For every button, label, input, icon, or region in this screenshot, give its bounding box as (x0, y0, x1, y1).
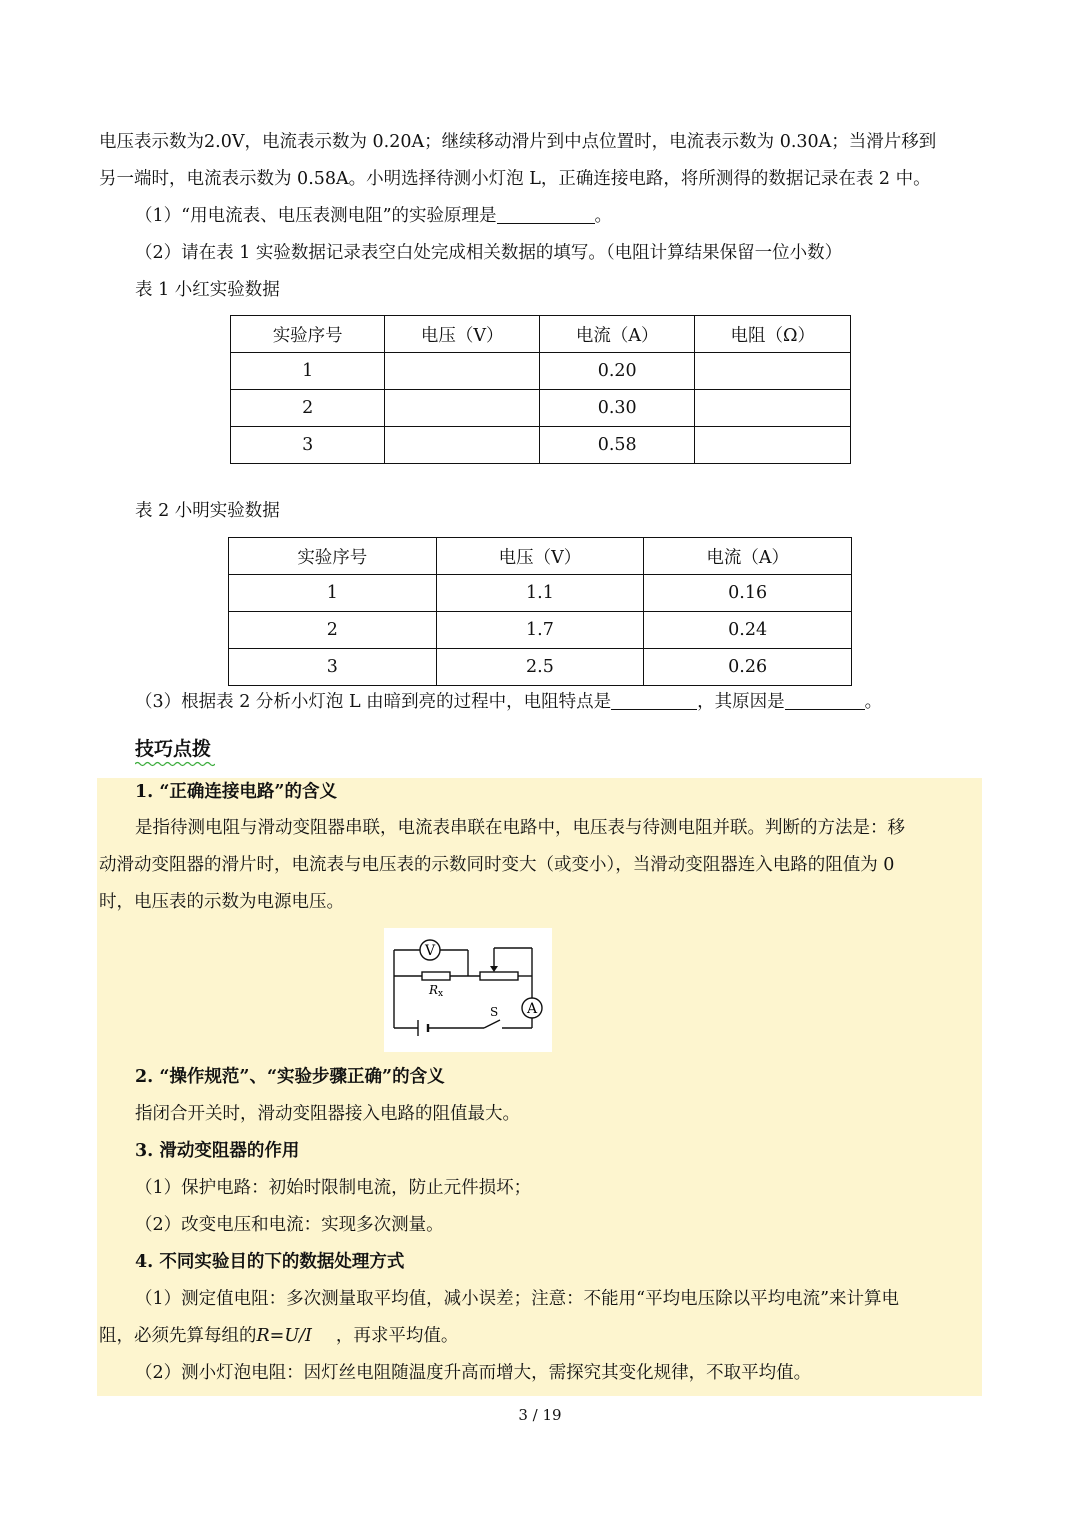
circuit-diagram (384, 928, 552, 1052)
tip-4-title: 4. 不同实验目的下的数据处理方式 (135, 1252, 405, 1272)
table-row (229, 612, 852, 649)
table-cell-blank[interactable] (695, 353, 851, 390)
resistor-label-sub: x (438, 989, 444, 999)
tip-3-title: 3. 滑动变阻器的作用 (135, 1141, 300, 1161)
table-1-header-cell: 电流（A） (539, 316, 695, 353)
table-1 (230, 315, 851, 464)
table-2-header-cell: 电压（V） (436, 538, 644, 575)
tip-4-line-3: （2）测小灯泡电阻：因灯丝电阻随温度升高而增大，需探究其变化规律，不取平均值。 (135, 1363, 812, 1383)
intro-line-1: 电压表示数为2.0V，电流表示数为 0.20A；继续移动滑片到中点位置时，电流表示数为 0.30A；当滑片移到 (99, 132, 937, 152)
table-cell-blank[interactable] (385, 353, 540, 390)
table-cell: 1 (231, 353, 385, 390)
formula: R=U/I (256, 1326, 312, 1346)
table-2-header-cell: 实验序号 (229, 538, 437, 575)
table-row (231, 390, 851, 427)
table-cell: 0.26 (644, 649, 852, 686)
voltmeter-label: V (424, 943, 436, 959)
question-1-text: （1）“用电流表、电压表测电阻”的实验原理是 (135, 206, 497, 226)
resistor-label-main: R (429, 983, 439, 997)
table-cell: 1.7 (436, 612, 644, 649)
question-3-text: （3）根据表 2 分析小灯泡 L 由暗到亮的过程中，电阻特点是 (135, 692, 612, 712)
table-cell-blank[interactable] (385, 427, 540, 464)
table-2 (228, 537, 852, 686)
answer-blank-3b[interactable] (785, 691, 865, 710)
table-cell: 2 (231, 390, 385, 427)
table-cell: 2 (229, 612, 437, 649)
tips-heading (135, 734, 211, 761)
table-cell: 3 (229, 649, 437, 686)
tip-2-line-1: 指闭合开关时，滑动变阻器接入电路的阻值最大。 (135, 1104, 520, 1124)
tip-1-line-3: 时，电压表的示数为电源电压。 (99, 892, 344, 912)
table-1-header-row (231, 316, 851, 353)
table-cell-blank[interactable] (695, 427, 851, 464)
question-3-mid: ，其原因是 (697, 692, 785, 712)
tip-2-title: 2. “操作规范”、“实验步骤正确”的含义 (135, 1067, 445, 1087)
table-1-caption: 表 1 小红实验数据 (135, 280, 280, 300)
answer-blank-3a[interactable] (611, 691, 697, 710)
question-3 (135, 690, 882, 714)
table-2-header-row (229, 538, 852, 575)
tip-3-line-2: （2）改变电压和电流：实现多次测量。 (135, 1215, 444, 1235)
table-row (231, 427, 851, 464)
table-2-caption: 表 2 小明实验数据 (135, 501, 280, 521)
question-2: （2）请在表 1 实验数据记录表空白处完成相关数据的填写。（电阻计算结果保留一位小数） (135, 243, 843, 263)
table-row (229, 575, 852, 612)
intro-line-2: 另一端时，电流表示数为 0.58A。小明选择待测小灯泡 L，正确连接电路，将所测得的数据记录在表 2 中。 (99, 169, 931, 189)
table-cell: 0.30 (539, 390, 695, 427)
tip-3-line-1: （1）保护电路：初始时限制电流，防止元件损坏； (135, 1178, 532, 1198)
table-cell: 1.1 (436, 575, 644, 612)
tip-1-title: 1. “正确连接电路”的含义 (135, 782, 337, 802)
switch-label: S (490, 1005, 499, 1019)
table-cell: 0.58 (539, 427, 695, 464)
question-1 (135, 204, 612, 228)
table-1-header-cell: 实验序号 (231, 316, 385, 353)
answer-blank-1[interactable] (497, 205, 595, 224)
tip-1-line-1: 是指待测电阻与滑动变阻器串联，电流表串联在电路中，电压表与待测电阻并联。判断的方法是：移 (135, 818, 905, 838)
page-number: 3 / 19 (518, 1406, 562, 1424)
ammeter-label: A (526, 1001, 538, 1017)
question-3-end: 。 (864, 692, 883, 712)
tip-4-line-2 (99, 1324, 458, 1348)
table-cell: 0.16 (644, 575, 852, 612)
tip-4-line-2-end: ，再求平均值。 (335, 1326, 459, 1346)
table-cell-blank[interactable] (385, 390, 540, 427)
table-row (229, 649, 852, 686)
tip-4-line-2-text: 阻，必须先算每组的 (99, 1326, 257, 1346)
tip-1-line-2: 动滑动变阻器的滑片时，电流表与电压表的示数同时变大（或变小），当滑动变阻器连入电路的阻值为 0 (99, 855, 895, 875)
table-cell-blank[interactable] (695, 390, 851, 427)
table-cell: 2.5 (436, 649, 644, 686)
tips-heading-text: 技巧点拨 (135, 738, 212, 760)
tip-4-line-1: （1）测定值电阻：多次测量取平均值，减小误差；注意：不能用“平均电压除以平均电流”来计算电 (135, 1289, 900, 1309)
table-row (231, 353, 851, 390)
question-1-end: 。 (594, 206, 613, 226)
table-cell: 1 (229, 575, 437, 612)
table-cell: 0.24 (644, 612, 852, 649)
table-cell: 3 (231, 427, 385, 464)
table-2-header-cell: 电流（A） (644, 538, 852, 575)
wavy-underline-icon (135, 761, 215, 767)
table-1-header-cell: 电压（V） (385, 316, 540, 353)
table-cell: 0.20 (539, 353, 695, 390)
table-1-header-cell: 电阻（Ω） (695, 316, 851, 353)
